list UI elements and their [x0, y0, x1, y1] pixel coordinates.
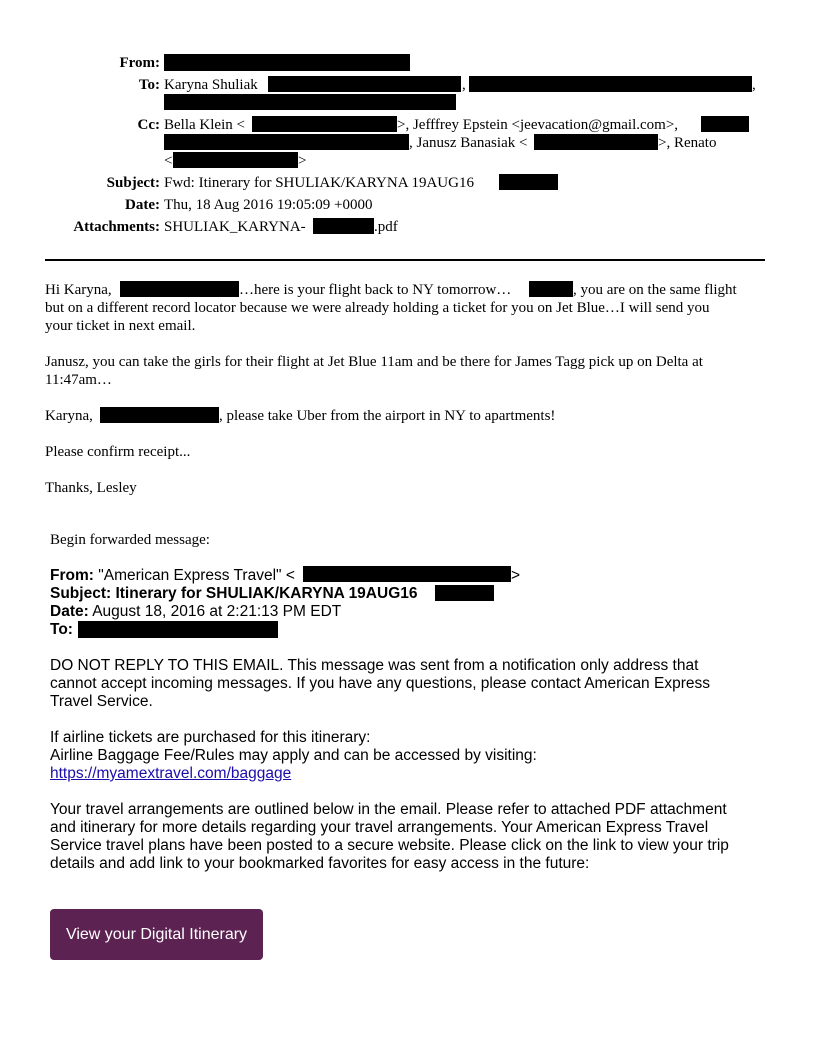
redacted-cc-1 — [252, 116, 397, 132]
redacted-to-3 — [164, 94, 456, 110]
cc-renato: >, Renato — [658, 135, 717, 151]
body-p5: Thanks, Lesley — [45, 480, 137, 496]
cc-lt: < — [164, 153, 173, 169]
redacted-cc-2 — [701, 116, 749, 132]
fwd-to-label: To: — [50, 621, 73, 638]
fwd-date-value: August 18, 2016 at 2:21:13 PM EDT — [92, 603, 342, 620]
redacted-to-1 — [268, 76, 461, 92]
cc-jeff: >, Jefffrey Epstein <jeevacation@gmail.com>, — [397, 117, 679, 133]
redacted-cc-4 — [534, 134, 658, 150]
subject-value: Fwd: Itinerary for SHULIAK/KARYNA 19AUG16 — [164, 175, 474, 191]
cc-label: Cc: — [137, 117, 160, 133]
arrangements-line2: and itinerary for more details regarding your travel arrangements. Your American Express Travel — [50, 819, 709, 836]
body-p1-line2: but on a different record locator because we were already holding a ticket for you on Jet Blue…I will send you — [45, 300, 710, 316]
body-p4: Please confirm receipt... — [45, 444, 191, 460]
redacted-attachment — [313, 218, 374, 234]
subject-label: Subject: — [106, 175, 160, 191]
forwarded-intro: Begin forwarded message: — [50, 532, 210, 548]
fwd-from-close: > — [511, 567, 521, 584]
fwd-date-label: Date: — [50, 603, 89, 620]
redacted-from — [164, 54, 410, 71]
redacted-body-3 — [100, 407, 219, 423]
from-label: From: — [119, 55, 160, 71]
cc-bella: Bella Klein < — [164, 117, 245, 133]
body-p1-b: …here is your flight back to NY tomorrow… — [239, 282, 512, 298]
date-value: Thu, 18 Aug 2016 19:05:09 +0000 — [164, 197, 373, 213]
redacted-cc-3 — [164, 134, 409, 150]
view-digital-itinerary-button[interactable]: View your Digital Itinerary — [50, 909, 263, 960]
attachments-label: Attachments: — [73, 219, 160, 235]
date-label: Date: — [125, 197, 160, 213]
cc-janusz: , Janusz Banasiak < — [409, 135, 528, 151]
body-p1-line3: your ticket in next email. — [45, 318, 196, 334]
attachment-prefix: SHULIAK_KARYNA- — [164, 219, 306, 235]
header-divider — [45, 259, 765, 261]
attachment-suffix: .pdf — [374, 219, 398, 235]
notice-line1: DO NOT REPLY TO THIS EMAIL. This message was sent from a notification only address that — [50, 657, 699, 674]
baggage-link[interactable]: https://myamextravel.com/baggage — [50, 765, 292, 782]
redacted-body-2 — [529, 281, 573, 297]
baggage-line1: If airline tickets are purchased for this itinerary: — [50, 729, 371, 746]
body-p3-a: Karyna, — [45, 408, 93, 424]
body-p2-line2: 11:47am… — [45, 372, 112, 388]
notice-line3: Travel Service. — [50, 693, 153, 710]
fwd-subject-value: Itinerary for SHULIAK/KARYNA 19AUG16 — [115, 585, 418, 602]
cc-gt: > — [298, 153, 307, 169]
notice-line2: cannot accept incoming messages. If you have any questions, please contact American Express — [50, 675, 710, 692]
to-label: To: — [138, 77, 160, 93]
baggage-line2: Airline Baggage Fee/Rules may apply and can be accessed by visiting: — [50, 747, 537, 764]
redacted-subject — [499, 174, 558, 190]
redacted-fwd-from — [303, 566, 511, 582]
fwd-from-label: From: — [50, 567, 94, 584]
body-p1-c: , you are on the same flight — [573, 282, 737, 298]
arrangements-line4: details and add link to your bookmarked favorites for easy access in the future: — [50, 855, 590, 872]
redacted-cc-5 — [173, 152, 298, 168]
redacted-fwd-to — [78, 621, 278, 638]
fwd-from-value: "American Express Travel" < — [98, 567, 295, 584]
body-p3-b: , please take Uber from the airport in NY to apartments! — [219, 408, 556, 424]
arrangements-line3: Service travel plans have been posted to a secure website. Please click on the link to view your trip — [50, 837, 729, 854]
redacted-fwd-subject — [435, 585, 494, 601]
body-p1-a: Hi Karyna, — [45, 282, 112, 298]
to-name: Karyna Shuliak — [164, 77, 258, 93]
redacted-to-2 — [469, 76, 752, 92]
fwd-subject-label: Subject: — [50, 585, 112, 602]
arrangements-line1: Your travel arrangements are outlined below in the email. Please refer to attached PDF attachment — [50, 801, 727, 818]
redacted-body-1 — [120, 281, 239, 297]
body-p2-line1: Janusz, you can take the girls for their flight at Jet Blue 11am and be there for James Tagg pick up on Delta at — [45, 354, 703, 370]
